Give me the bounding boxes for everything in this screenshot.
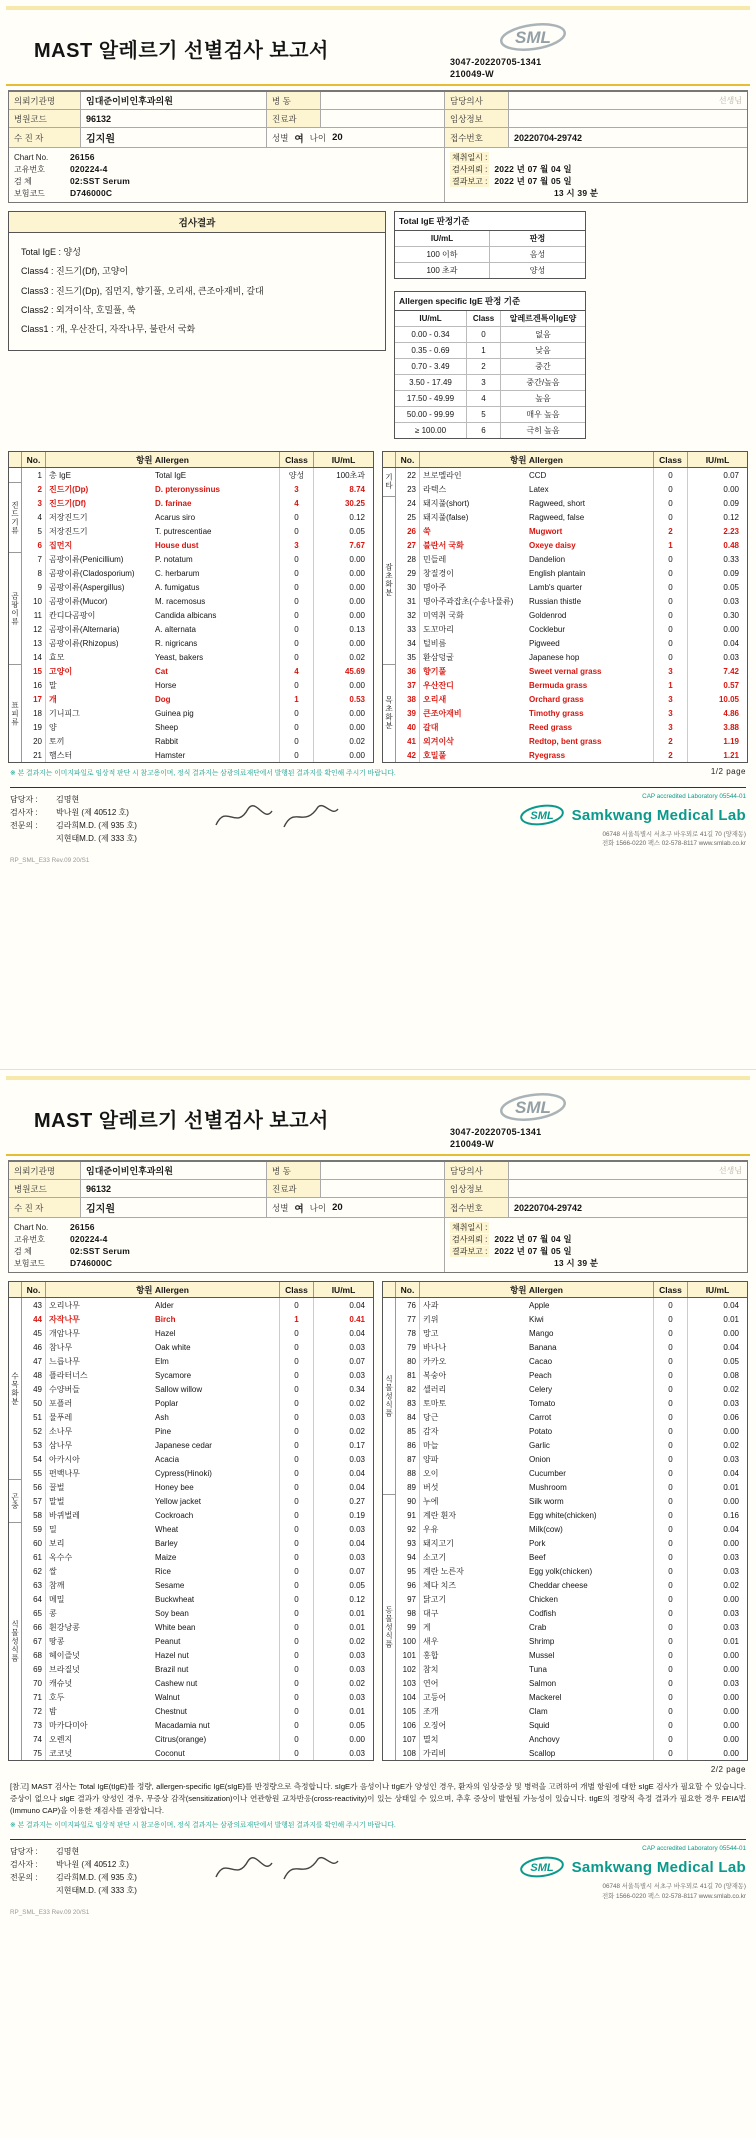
table-row: 12 곰팡이류(Alternaria) A. alternata 0 0.13 xyxy=(22,622,373,636)
cap-accreditation: CAP accredited Laboratory 05544-01 xyxy=(642,1845,746,1853)
clinical-value xyxy=(509,1180,747,1197)
unique-no-line: 고유번호 020224-4 xyxy=(14,1234,108,1244)
table-rows xyxy=(22,1298,373,1760)
group-label: 진드기류 xyxy=(9,483,21,553)
dept-value xyxy=(321,1180,445,1197)
signature-marks xyxy=(206,1849,346,1891)
table-row: 39 큰조아재비 Timothy grass 3 4.86 xyxy=(396,706,747,720)
criteria-row: ≥ 100.00 6 극히 높음 xyxy=(395,423,585,438)
table-rows xyxy=(22,468,373,762)
table-row: 53 삼나무 Japanese cedar 0 0.17 xyxy=(22,1438,373,1452)
table-row: 4 저장진드기 Acarus siro 0 0.12 xyxy=(22,510,373,524)
table-row: 92 우유 Milk(cow) 0 0.04 xyxy=(396,1522,747,1536)
table-row: 85 감자 Potato 0 0.00 xyxy=(396,1424,747,1438)
table-row: 30 명아주 Lamb's quarter 0 0.05 xyxy=(396,580,747,594)
table-row: 54 아카시아 Acacia 0 0.03 xyxy=(22,1452,373,1466)
ward-value xyxy=(321,92,445,109)
result-summary-box xyxy=(8,211,386,351)
table-header: No. 항원 Allergen Class IU/mL xyxy=(383,1282,747,1298)
table-row: 69 브라질넛 Brazil nut 0 0.03 xyxy=(22,1662,373,1676)
specimen-block xyxy=(9,1218,445,1272)
specimen-line: 검 체 02:SST Serum xyxy=(14,1246,131,1256)
total-ige-criteria-box xyxy=(394,211,586,279)
group-label: 표피류 xyxy=(10,700,20,727)
table-row: 67 땅콩 Peanut 0 0.02 xyxy=(22,1634,373,1648)
patient-row-4 xyxy=(9,1218,747,1272)
hospital-code: 96132 xyxy=(81,1180,267,1197)
doctor-value: 선생님 xyxy=(718,96,742,105)
table-row: 33 도꼬마리 Cocklebur 0 0.00 xyxy=(396,622,747,636)
sml-logo-gray-icon xyxy=(498,1088,568,1126)
label-ward: 병 동 xyxy=(267,92,321,109)
group-label: 목초화분 xyxy=(384,696,394,731)
clinical-value xyxy=(509,110,747,127)
report-header xyxy=(0,1080,756,1154)
patient-name: 김지원 xyxy=(81,128,267,147)
footer-right xyxy=(426,1845,746,1901)
table-row: 61 옥수수 Maize 0 0.03 xyxy=(22,1550,373,1564)
report-numbers xyxy=(450,57,610,80)
label-ward: 병 동 xyxy=(267,1162,321,1179)
table-row: 6 집먼지 House dust 3 7.67 xyxy=(22,538,373,552)
table-row: 91 계란 흰자 Egg white(chicken) 0 0.16 xyxy=(396,1508,747,1522)
table-row: 38 오리새 Orchard grass 3 10.05 xyxy=(396,692,747,706)
group-strip xyxy=(9,1298,22,1760)
table-row: 101 홍합 Mussel 0 0.00 xyxy=(396,1648,747,1662)
age-value: 20 xyxy=(332,1202,343,1213)
table-row: 46 참나무 Oak white 0 0.03 xyxy=(22,1340,373,1354)
group-label: 곰팡이류 xyxy=(9,553,21,665)
lab-name: Samkwang Medical Lab xyxy=(571,1858,746,1876)
label-sex: 성별 xyxy=(272,1202,289,1213)
table-row: 48 플라터너스 Sycamore 0 0.03 xyxy=(22,1368,373,1382)
staff-list xyxy=(10,793,200,845)
table-row: 70 캐슈넛 Cashew nut 0 0.02 xyxy=(22,1676,373,1690)
table-row: 93 돼지고기 Pork 0 0.00 xyxy=(396,1536,747,1550)
table-row: 51 물푸레 Ash 0 0.03 xyxy=(22,1410,373,1424)
table-row: 43 오리나무 Alder 0 0.04 xyxy=(22,1298,373,1312)
allergen-tables-page2 xyxy=(8,1281,748,1761)
criteria-row: 0.35 - 0.69 1 낮음 xyxy=(395,343,585,359)
table-row: 5 저장진드기 T. putrescentiae 0 0.05 xyxy=(22,524,373,538)
criteria-row: 50.00 - 99.99 5 매우 높음 xyxy=(395,407,585,423)
patient-info xyxy=(8,90,748,203)
table-row: 108 가리비 Scallop 0 0.00 xyxy=(396,1746,747,1760)
table-row: 55 편백나무 Cypress(Hinoki) 0 0.04 xyxy=(22,1466,373,1480)
allergen-table-p2-right xyxy=(382,1281,748,1761)
staff-line: 검사자 : 박나원 (제 40512 호) xyxy=(10,1860,129,1870)
table-row: 86 마늘 Garlic 0 0.02 xyxy=(396,1438,747,1452)
table-row: 57 말벌 Yellow jacket 0 0.27 xyxy=(22,1494,373,1508)
group-label: 곤충 xyxy=(9,1480,21,1523)
table-row: 81 복숭아 Peach 0 0.08 xyxy=(396,1368,747,1382)
table-row: 103 연어 Salmon 0 0.03 xyxy=(396,1676,747,1690)
svg-text:SML: SML xyxy=(515,28,551,47)
table-row: 89 버섯 Mushroom 0 0.01 xyxy=(396,1480,747,1494)
table-row: 80 카카오 Cacao 0 0.05 xyxy=(396,1354,747,1368)
footer-right xyxy=(426,793,746,849)
table-row: 100 새우 Shrimp 0 0.01 xyxy=(396,1634,747,1648)
table-row: 7 곰팡이류(Penicillium) P. notatum 0 0.00 xyxy=(22,552,373,566)
table-row: 95 계란 노른자 Egg yolk(chicken) 0 0.03 xyxy=(396,1564,747,1578)
table-row: 79 바나나 Banana 0 0.04 xyxy=(396,1340,747,1354)
label-doctor: 담당의사 xyxy=(445,1162,509,1179)
table-row: 64 메밀 Buckwheat 0 0.12 xyxy=(22,1592,373,1606)
table-row: 8 곰팡이류(Cladosporium) C. herbarum 0 0.00 xyxy=(22,566,373,580)
page-marker: 2/2 page xyxy=(710,1765,746,1774)
below-tables-line xyxy=(10,1764,746,1775)
label-patient-name: 수 진 자 xyxy=(9,128,81,147)
svg-text:SML: SML xyxy=(529,1862,554,1875)
table-header: No. 항원 Allergen Class IU/mL xyxy=(383,452,747,468)
table-row: 68 헤이즐넛 Hazel nut 0 0.03 xyxy=(22,1648,373,1662)
table-row: 27 불란서 국화 Oxeye daisy 1 0.48 xyxy=(396,538,747,552)
criteria-row: 3.50 - 17.49 3 중간/높음 xyxy=(395,375,585,391)
patient-info xyxy=(8,1160,748,1273)
image-file-note: ※ 본 결과지는 이미지파일로 임상적 판단 시 참고용이며, 정식 결과지는 삼광의료재단에서 발행된 결과지를 확인해 주시기 바랍니다. xyxy=(10,1822,396,1830)
specimen-block xyxy=(9,148,445,202)
table-row: 32 미역취 국화 Goldenrod 0 0.30 xyxy=(396,608,747,622)
label-org: 의뢰기관명 xyxy=(9,1162,81,1179)
org-name: 임대준이비인후과의원 xyxy=(81,1162,267,1179)
table-row: 90 누에 Silk worm 0 0.00 xyxy=(396,1494,747,1508)
specimen-line: 검 체 02:SST Serum xyxy=(14,176,131,186)
report-number-1: 3047-20220705-1341 xyxy=(450,57,542,67)
table-row: 35 환삼덩굴 Japanese hop 0 0.03 xyxy=(396,650,747,664)
table-row: 65 콩 Soy bean 0 0.01 xyxy=(22,1606,373,1620)
table-row: 73 마카다미아 Macadamia nut 0 0.05 xyxy=(22,1718,373,1732)
table-row: 23 라텍스 Latex 0 0.00 xyxy=(396,482,747,496)
table-row: 11 칸디다곰팡이 Candida albicans 0 0.00 xyxy=(22,608,373,622)
table-row: 82 셀러리 Celery 0 0.02 xyxy=(396,1382,747,1396)
patient-row-4 xyxy=(9,148,747,202)
group-strip xyxy=(383,468,396,762)
lab-address: 06748 서울특별시 서초구 바우뫼로 41길 70 (양재동) 전화 1566-0220 팩스 02-578-8117 www.smlab.co.kr xyxy=(602,1883,746,1900)
table-row: 21 햄스터 Hamster 0 0.00 xyxy=(22,748,373,762)
staff-line: 전문의 : 김라희M.D. (제 935 호) xyxy=(10,821,137,830)
label-hospital-code: 병원코드 xyxy=(9,110,81,127)
label-age: 나이 xyxy=(309,132,327,143)
total-ige-criteria-header: IU/mL 판정 xyxy=(395,231,585,247)
patient-row-2 xyxy=(9,110,747,128)
allergen-table-p1-right xyxy=(382,451,748,763)
table-row: 19 양 Sheep 0 0.00 xyxy=(22,720,373,734)
table-row: 52 소나무 Pine 0 0.02 xyxy=(22,1424,373,1438)
patient-row-3 xyxy=(9,128,747,148)
group-label: 식물성식품 xyxy=(10,1620,20,1663)
summary-and-criteria xyxy=(8,211,748,439)
summary-line: Total IgE : 양성 xyxy=(21,247,81,257)
sex-value: 여 xyxy=(294,133,304,145)
table-rows xyxy=(396,468,747,762)
report-numbers xyxy=(450,1127,610,1150)
collected-line: 채취일시 : xyxy=(452,152,488,162)
dept-value xyxy=(321,110,445,127)
table-row: 76 사과 Apple 0 0.04 xyxy=(396,1298,747,1312)
table-row: 59 밀 Wheat 0 0.03 xyxy=(22,1522,373,1536)
gold-rule xyxy=(6,84,750,86)
specific-ige-criteria-title: Allergen specific IgE 판정 기준 xyxy=(395,292,585,311)
table-header: No. 항원 Allergen Class IU/mL xyxy=(9,1282,373,1298)
signature-marks xyxy=(206,797,346,839)
table-row: 13 곰팡이류(Rhizopus) R. nigricans 0 0.00 xyxy=(22,636,373,650)
table-row: 63 참깨 Sesame 0 0.05 xyxy=(22,1578,373,1592)
table-row: 88 오이 Cucumber 0 0.04 xyxy=(396,1466,747,1480)
table-row: 37 우산잔디 Bermuda grass 1 0.57 xyxy=(396,678,747,692)
table-row: 17 개 Dog 1 0.53 xyxy=(22,692,373,706)
table-row: 10 곰팡이류(Mucor) M. racemosus 0 0.00 xyxy=(22,594,373,608)
criteria-column xyxy=(394,211,586,439)
report-number-2: 210049-W xyxy=(450,1138,494,1149)
total-ige-criteria-title: Total IgE 판정기준 xyxy=(395,212,585,231)
specific-ige-criteria-header: IU/mL Class 알레르겐특이IgE양 xyxy=(395,311,585,327)
table-row: 2 진드기(Dp) D. pteronyssinus 3 8.74 xyxy=(22,482,373,496)
hospital-code: 96132 xyxy=(81,110,267,127)
below-tables-line xyxy=(10,766,746,777)
group-label: 동물성식품 xyxy=(384,1606,394,1649)
criteria-row: 100 초과 양성 xyxy=(395,263,585,278)
page-footer xyxy=(10,787,746,849)
sml-logo-teal-icon xyxy=(519,802,565,828)
patient-row-2 xyxy=(9,1180,747,1198)
page-marker: 1/2 page xyxy=(710,767,746,776)
reported-line: 결과보고 : 2022 년 07 월 05 일 xyxy=(452,1246,572,1256)
svg-text:SML: SML xyxy=(515,1098,551,1117)
table-row: 31 명아주과잡초(수송나물류) Russian thistle 0 0.03 xyxy=(396,594,747,608)
sml-logo-teal-icon xyxy=(519,1854,565,1880)
criteria-row: 17.50 - 49.99 4 높음 xyxy=(395,391,585,407)
group-label xyxy=(9,468,21,483)
table-row: 77 키위 Kiwi 0 0.01 xyxy=(396,1312,747,1326)
report-header xyxy=(0,10,756,84)
table-row: 28 민들레 Dandelion 0 0.33 xyxy=(396,552,747,566)
label-clinical: 임상정보 xyxy=(445,1180,509,1197)
table-row: 18 기니피그 Guinea pig 0 0.00 xyxy=(22,706,373,720)
table-row: 45 개암나무 Hazel 0 0.04 xyxy=(22,1326,373,1340)
table-row: 98 대구 Codfish 0 0.03 xyxy=(396,1606,747,1620)
table-row: 22 브로멜라인 CCD 0 0.07 xyxy=(396,468,747,482)
label-org: 의뢰기관명 xyxy=(9,92,81,109)
label-hospital-code: 병원코드 xyxy=(9,1180,81,1197)
reported-line: 결과보고 : 2022 년 07 월 05 일 xyxy=(452,176,572,186)
table-row: 58 바퀴벌레 Cockroach 0 0.19 xyxy=(22,1508,373,1522)
label-dept: 진료과 xyxy=(267,110,321,127)
ward-value xyxy=(321,1162,445,1179)
patient-row-1 xyxy=(9,1162,747,1180)
table-rows xyxy=(396,1298,747,1760)
table-row: 47 느릅나무 Elm 0 0.07 xyxy=(22,1354,373,1368)
allergen-tables-page1 xyxy=(8,451,748,763)
sex-value: 여 xyxy=(294,1203,304,1215)
doc-code: RP_SML_E33 Rev.09 20/S1 xyxy=(10,1909,90,1917)
report-number-1: 3047-20220705-1341 xyxy=(450,1127,542,1137)
table-row: 40 갈대 Reed grass 3 3.88 xyxy=(396,720,747,734)
table-row: 74 오렌지 Citrus(orange) 0 0.00 xyxy=(22,1732,373,1746)
table-row: 94 소고기 Beef 0 0.03 xyxy=(396,1550,747,1564)
reported-time-line: 13 시 39 분 xyxy=(554,188,599,198)
table-row: 96 체다 치즈 Cheddar cheese 0 0.02 xyxy=(396,1578,747,1592)
dates-block xyxy=(445,1218,747,1272)
chart-no-line: Chart No. 26156 xyxy=(14,152,95,162)
table-row: 71 호두 Walnut 0 0.03 xyxy=(22,1690,373,1704)
table-row: 14 효모 Yeast, bakers 0 0.02 xyxy=(22,650,373,664)
table-row: 34 털비름 Pigweed 0 0.04 xyxy=(396,636,747,650)
age-value: 20 xyxy=(332,132,343,143)
group-label: 잡초화분 xyxy=(383,497,395,665)
table-row: 106 오징어 Squid 0 0.00 xyxy=(396,1718,747,1732)
result-summary-title: 검사결과 xyxy=(9,212,385,233)
specific-ige-criteria-box xyxy=(394,291,586,439)
table-header: No. 항원 Allergen Class IU/mL xyxy=(9,452,373,468)
collected-line: 채취일시 : xyxy=(452,1222,488,1232)
table-row: 56 꿀벌 Honey bee 0 0.04 xyxy=(22,1480,373,1494)
report-title: MAST 알레르기 선별검사 보고서 xyxy=(34,40,329,62)
criteria-row: 100 이하 음성 xyxy=(395,247,585,263)
table-row: 42 호밀풀 Ryegrass 2 1.21 xyxy=(396,748,747,762)
specific-ige-criteria-rows xyxy=(395,327,585,438)
label-receipt: 접수번호 xyxy=(445,128,509,147)
receipt-number: 20220704-29742 xyxy=(514,1202,583,1213)
report-title: MAST 알레르기 선별검사 보고서 xyxy=(34,1110,329,1132)
patient-row-1 xyxy=(9,92,747,110)
page-footer xyxy=(10,1839,746,1901)
staff-line: 전문의 : 김라희M.D. (제 935 호) xyxy=(10,1873,137,1883)
table-row: 97 닭고기 Chicken 0 0.00 xyxy=(396,1592,747,1606)
table-row: 83 토마토 Tomato 0 0.03 xyxy=(396,1396,747,1410)
allergen-table-p1-left xyxy=(8,451,374,763)
table-row: 20 토끼 Rabbit 0 0.02 xyxy=(22,734,373,748)
insurance-line: 보험코드 D746000C xyxy=(14,188,113,198)
sex-age xyxy=(267,1198,445,1217)
staff-line: 지현태M.D. (제 333 호) xyxy=(56,834,137,843)
image-file-note: ※ 본 결과지는 이미지파일로 임상적 판단 시 참고용이며, 정식 결과지는 삼광의료재단에서 발행된 결과지를 확인해 주시기 바랍니다. xyxy=(10,769,396,777)
result-summary-lines xyxy=(9,233,385,350)
sml-footer-logo xyxy=(426,802,746,828)
table-row: 50 포플러 Poplar 0 0.02 xyxy=(22,1396,373,1410)
table-row: 24 돼지풀(short) Ragweed, short 0 0.09 xyxy=(396,496,747,510)
doctor-value: 선생님 xyxy=(718,1166,742,1175)
sex-age xyxy=(267,128,445,147)
staff-line: 담당자 : 김명현 xyxy=(10,795,80,804)
criteria-row: 0.00 - 0.34 0 없음 xyxy=(395,327,585,343)
table-row: 44 자작나무 Birch 1 0.41 xyxy=(22,1312,373,1326)
table-row: 66 흰강낭콩 White bean 0 0.01 xyxy=(22,1620,373,1634)
label-sex: 성별 xyxy=(272,132,289,143)
table-row: 75 코코넛 Coconut 0 0.03 xyxy=(22,1746,373,1760)
table-row: 25 돼지풀(false) Ragweed, false 0 0.12 xyxy=(396,510,747,524)
table-row: 60 보리 Barley 0 0.04 xyxy=(22,1536,373,1550)
label-dept: 진료과 xyxy=(267,1180,321,1197)
cap-accreditation: CAP accredited Laboratory 05544-01 xyxy=(642,793,746,800)
table-row: 84 당근 Carrot 0 0.06 xyxy=(396,1410,747,1424)
summary-line: Class3 : 진드기(Dp), 집먼지, 향기풀, 오리새, 큰조아재비, 갈대 xyxy=(21,285,264,296)
unique-no-line: 고유번호 020224-4 xyxy=(14,164,108,174)
label-patient-name: 수 진 자 xyxy=(9,1198,81,1217)
table-row: 107 멸치 Anchovy 0 0.00 xyxy=(396,1732,747,1746)
table-row: 78 망고 Mango 0 0.00 xyxy=(396,1326,747,1340)
label-age: 나이 xyxy=(309,1202,327,1213)
table-row: 15 고양이 Cat 4 45.69 xyxy=(22,664,373,678)
group-strip xyxy=(9,468,22,762)
requested-line: 검사의뢰 : 2022 년 07 월 04 일 xyxy=(452,164,572,174)
criteria-row: 0.70 - 3.49 2 중간 xyxy=(395,359,585,375)
requested-line: 검사의뢰 : 2022 년 07 월 04 일 xyxy=(452,1234,572,1244)
table-row: 29 창질경이 English plantain 0 0.09 xyxy=(396,566,747,580)
label-receipt: 접수번호 xyxy=(445,1198,509,1217)
table-row: 99 게 Crab 0 0.03 xyxy=(396,1620,747,1634)
allergen-table-p2-left xyxy=(8,1281,374,1761)
lab-address: 06748 서울특별시 서초구 바우뫼로 41길 70 (양재동) 전화 1566-0220 팩스 02-578-8117 www.smlab.co.kr xyxy=(602,831,746,848)
table-row: 49 수양버들 Sallow willow 0 0.34 xyxy=(22,1382,373,1396)
reference-note: [참고] MAST 검사는 Total IgE(tIgE)를 정량, allergen-specific IgE(sIgE)를 반정량으로 측정합니다. sIgE가 음성이나 tIgE가 양성인 경우, 환자의 임상증상 및 병력을 고려하여 개별 항원에 대한 sIgE 검사가 필요할 수 있습니다. 증상이 없으나 sIgE 결과가 양성인 경우, 무증상 감작(sensitization)이나 연관항원 교차반응(cross-reactivity)이 있는 상태일 수 있으며, 추후 증상이 발현될 가능성이 있습니다. tIgE의 정량적 측정 결과가 필요한 경우 FEIA법(Immuno CAP)을 이용한 재검사를 권장합니다. xyxy=(10,1782,746,1815)
summary-line: Class2 : 외겨이삭, 호밀풀, 쑥 xyxy=(21,305,136,316)
svg-text:SML: SML xyxy=(529,810,554,822)
doc-code: RP_SML_E33 Rev.09 20/S1 xyxy=(10,856,90,864)
org-name: 임대준이비인후과의원 xyxy=(81,92,267,109)
table-row: 26 쑥 Mugwort 2 2.23 xyxy=(396,524,747,538)
group-label: 기타 xyxy=(383,468,395,497)
table-row: 41 외겨이삭 Redtop, bent grass 2 1.19 xyxy=(396,734,747,748)
lab-name: Samkwang Medical Lab xyxy=(571,806,746,824)
staff-line: 지현태M.D. (제 333 호) xyxy=(56,1886,137,1896)
label-clinical: 임상정보 xyxy=(445,110,509,127)
group-label: 식물성식품 xyxy=(383,1298,395,1495)
summary-line: Class1 : 개, 우산잔디, 자작나무, 불란서 국화 xyxy=(21,324,196,335)
table-row: 72 밤 Chestnut 0 0.01 xyxy=(22,1704,373,1718)
page-2 xyxy=(0,1069,756,2138)
chart-no-line: Chart No. 26156 xyxy=(14,1222,95,1232)
table-row: 36 향기풀 Sweet vernal grass 3 7.42 xyxy=(396,664,747,678)
report-number-2: 210049-W xyxy=(450,68,494,79)
group-label: 수목화분 xyxy=(9,1298,21,1480)
sml-logo-gray-icon xyxy=(498,18,568,56)
label-doctor: 담당의사 xyxy=(445,92,509,109)
table-row: 105 조개 Clam 0 0.00 xyxy=(396,1704,747,1718)
table-row: 102 참치 Tuna 0 0.00 xyxy=(396,1662,747,1676)
patient-name: 김지원 xyxy=(81,1198,267,1217)
table-row: 1 총 IgE Total IgE 양성 100초과 xyxy=(22,468,373,482)
total-ige-criteria-rows xyxy=(395,247,585,278)
table-row: 87 양파 Onion 0 0.03 xyxy=(396,1452,747,1466)
table-row: 104 고등어 Mackerel 0 0.00 xyxy=(396,1690,747,1704)
group-strip xyxy=(383,1298,396,1760)
table-row: 9 곰팡이류(Aspergillus) A. fumigatus 0 0.00 xyxy=(22,580,373,594)
patient-row-3 xyxy=(9,1198,747,1218)
staff-line: 담당자 : 김명현 xyxy=(10,1847,80,1857)
reported-time-line: 13 시 39 분 xyxy=(554,1258,599,1268)
dates-block xyxy=(445,148,747,202)
staff-line: 검사자 : 박나원 (제 40512 호) xyxy=(10,808,129,817)
gold-rule xyxy=(6,1154,750,1156)
summary-line: Class4 : 진드기(Df), 고양이 xyxy=(21,266,129,277)
sml-footer-logo xyxy=(426,1854,746,1880)
receipt-number: 20220704-29742 xyxy=(514,132,583,143)
table-row: 3 진드기(Df) D. farinae 4 30.25 xyxy=(22,496,373,510)
staff-list xyxy=(10,1845,200,1897)
table-row: 16 말 Horse 0 0.00 xyxy=(22,678,373,692)
table-row: 62 쌀 Rice 0 0.07 xyxy=(22,1564,373,1578)
insurance-line: 보험코드 D746000C xyxy=(14,1258,113,1268)
